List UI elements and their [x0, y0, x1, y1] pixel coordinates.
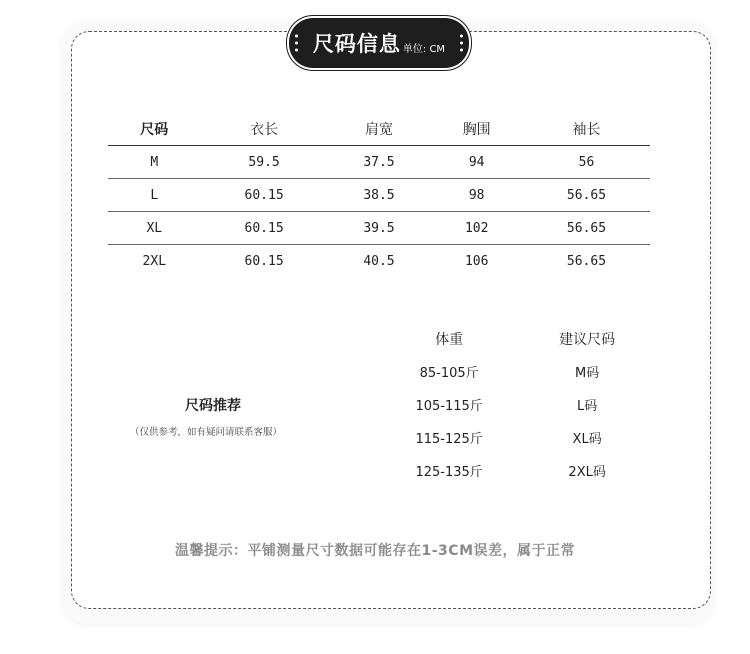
table-row: [374, 355, 650, 388]
badge-dots-right: [460, 35, 463, 52]
cell-sleeve: 56: [523, 146, 650, 179]
table-row: [108, 146, 650, 179]
cell-chest: 106: [464, 253, 489, 269]
table-row: [108, 245, 650, 278]
cell-suggested-size: XL码: [572, 432, 602, 447]
column-header-size: 尺码: [108, 113, 201, 146]
footer-note: 温馨提示：平铺测量尺寸数据可能存在1-3CM误差，属于正常: [175, 543, 575, 559]
cell-length: 60.15: [201, 179, 328, 212]
recommend-table-header: [374, 322, 650, 355]
table-row: [108, 179, 650, 212]
page-title: 尺码信息: [312, 32, 401, 56]
cell-shoulder: 38.5: [328, 179, 431, 212]
table-row: [374, 388, 650, 421]
column-header-sleeve: 袖长: [523, 113, 650, 146]
table-row: [374, 454, 650, 487]
cell-chest: 94: [430, 146, 523, 179]
cell-weight: 115-125斤: [415, 432, 483, 447]
column-header-weight: 体重: [435, 331, 464, 348]
cell-suggested-size: L码: [577, 399, 598, 414]
column-header-length: 衣长: [201, 113, 328, 146]
cell-chest: 102: [430, 212, 523, 245]
cell-chest: 98: [430, 179, 523, 212]
cell-sleeve: 56.65: [566, 253, 607, 269]
column-header-shoulder: 肩宽: [328, 113, 431, 146]
cell-size: 2XL: [142, 253, 167, 269]
cell-weight: 85-105斤: [419, 366, 479, 381]
table-row: [374, 421, 650, 454]
recommend-table: [374, 322, 650, 487]
cell-suggested-size: M码: [575, 366, 600, 381]
cell-suggested-size: 2XL码: [568, 465, 606, 480]
size-table-header: [108, 113, 650, 146]
cell-size: XL: [108, 212, 201, 245]
recommend-title: 尺码推荐: [185, 398, 241, 414]
cell-shoulder: 40.5: [363, 253, 395, 269]
table-row: [108, 212, 650, 245]
size-table: [108, 113, 650, 277]
cell-size: M: [108, 146, 201, 179]
column-header-chest: 胸围: [430, 113, 523, 146]
cell-weight: 125-135斤: [415, 465, 483, 480]
cell-length: 60.15: [244, 253, 284, 269]
cell-sleeve: 56.65: [523, 212, 650, 245]
cell-length: 60.15: [201, 212, 328, 245]
cell-weight: 105-115斤: [415, 399, 483, 414]
badge-dots-left: [295, 35, 298, 52]
title-badge: [289, 18, 469, 68]
column-header-suggested-size: 建议尺码: [559, 331, 616, 348]
cell-sleeve: 56.65: [523, 179, 650, 212]
cell-length: 59.5: [201, 146, 328, 179]
unit-label: 单位: CM: [402, 43, 446, 55]
cell-size: L: [108, 179, 201, 212]
cell-shoulder: 37.5: [328, 146, 431, 179]
recommend-note: （仅供参考，如有疑问请联系客服）: [130, 427, 283, 438]
cell-shoulder: 39.5: [328, 212, 431, 245]
